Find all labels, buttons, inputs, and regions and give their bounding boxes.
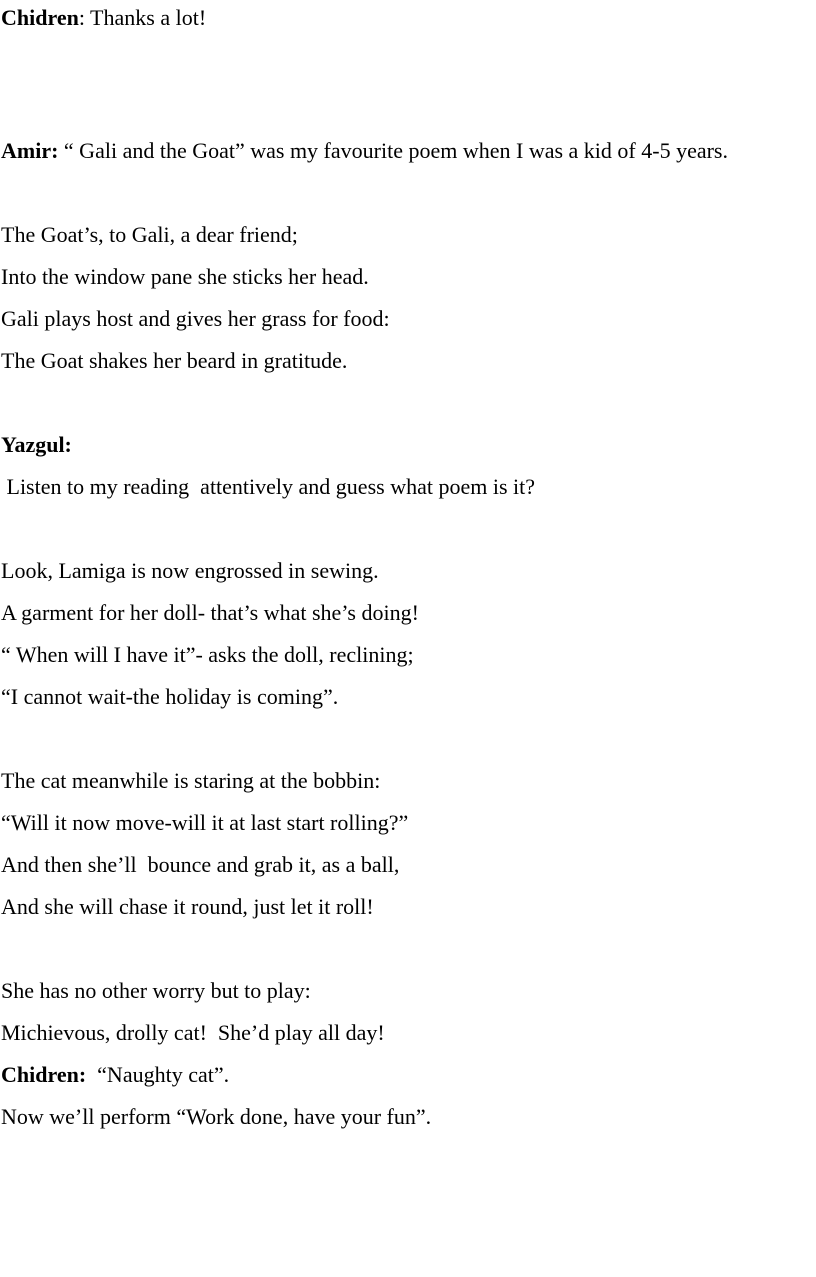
- poem-line: [1, 768, 380, 794]
- line-text: “Naughty cat”.: [86, 1062, 230, 1087]
- poem-line: [1, 222, 298, 248]
- line-text: The Goat shakes her beard in gratitude.: [1, 348, 348, 373]
- speaker-name: Yazgul:: [1, 432, 72, 457]
- poem-line: [1, 306, 390, 332]
- line-text: : Thanks a lot!: [78, 5, 207, 30]
- poem-line: [1, 978, 311, 1004]
- poem-line: [1, 852, 399, 878]
- line-text: And then she’ll bounce and grab it, as a ball,: [1, 852, 400, 877]
- dialogue-line: [1, 5, 206, 31]
- poem-line: [1, 810, 408, 836]
- dialogue-line: [1, 432, 72, 458]
- line-text: “ Gali and the Goat” was my favourite poem when I was a kid of 4-5 years.: [58, 138, 728, 163]
- line-text: Michievous, drolly cat! She’d play all day!: [1, 1020, 385, 1045]
- poem-line: [1, 600, 419, 626]
- line-text: “I cannot wait-the holiday is coming”.: [1, 684, 339, 709]
- poem-line: [1, 558, 379, 584]
- poem-line: [1, 894, 374, 920]
- dialogue-line: [1, 474, 535, 500]
- poem-line: [1, 264, 369, 290]
- line-text: The cat meanwhile is staring at the bobbin:: [1, 768, 381, 793]
- dialogue-line: [1, 138, 728, 164]
- poem-line: [1, 684, 338, 710]
- line-text: “ When will I have it”- asks the doll, reclining;: [1, 642, 414, 667]
- line-text: Listen to my reading attentively and guess what poem is it?: [1, 474, 535, 499]
- poem-line: [1, 1020, 385, 1046]
- dialogue-line: [1, 1062, 229, 1088]
- line-text: “Will it now move-will it at last start rolling?”: [1, 810, 409, 835]
- poem-line: [1, 348, 347, 374]
- line-text: And she will chase it round, just let it roll!: [1, 894, 374, 919]
- line-text: The Goat’s, to Gali, a dear friend;: [1, 222, 298, 247]
- speaker-name: Chidren: [1, 5, 79, 30]
- dialogue-line: [1, 1104, 431, 1130]
- line-text: She has no other worry but to play:: [1, 978, 311, 1003]
- speaker-name: Chidren:: [1, 1062, 87, 1087]
- line-text: Look, Lamiga is now engrossed in sewing.: [1, 558, 379, 583]
- line-text: Gali plays host and gives her grass for food:: [1, 306, 390, 331]
- line-text: A garment for her doll- that’s what she’s doing!: [1, 600, 419, 625]
- poem-line: [1, 642, 414, 668]
- line-text: Now we’ll perform “Work done, have your fun”.: [1, 1104, 432, 1129]
- line-text: Into the window pane she sticks her head.: [1, 264, 369, 289]
- speaker-name: Amir:: [1, 138, 59, 163]
